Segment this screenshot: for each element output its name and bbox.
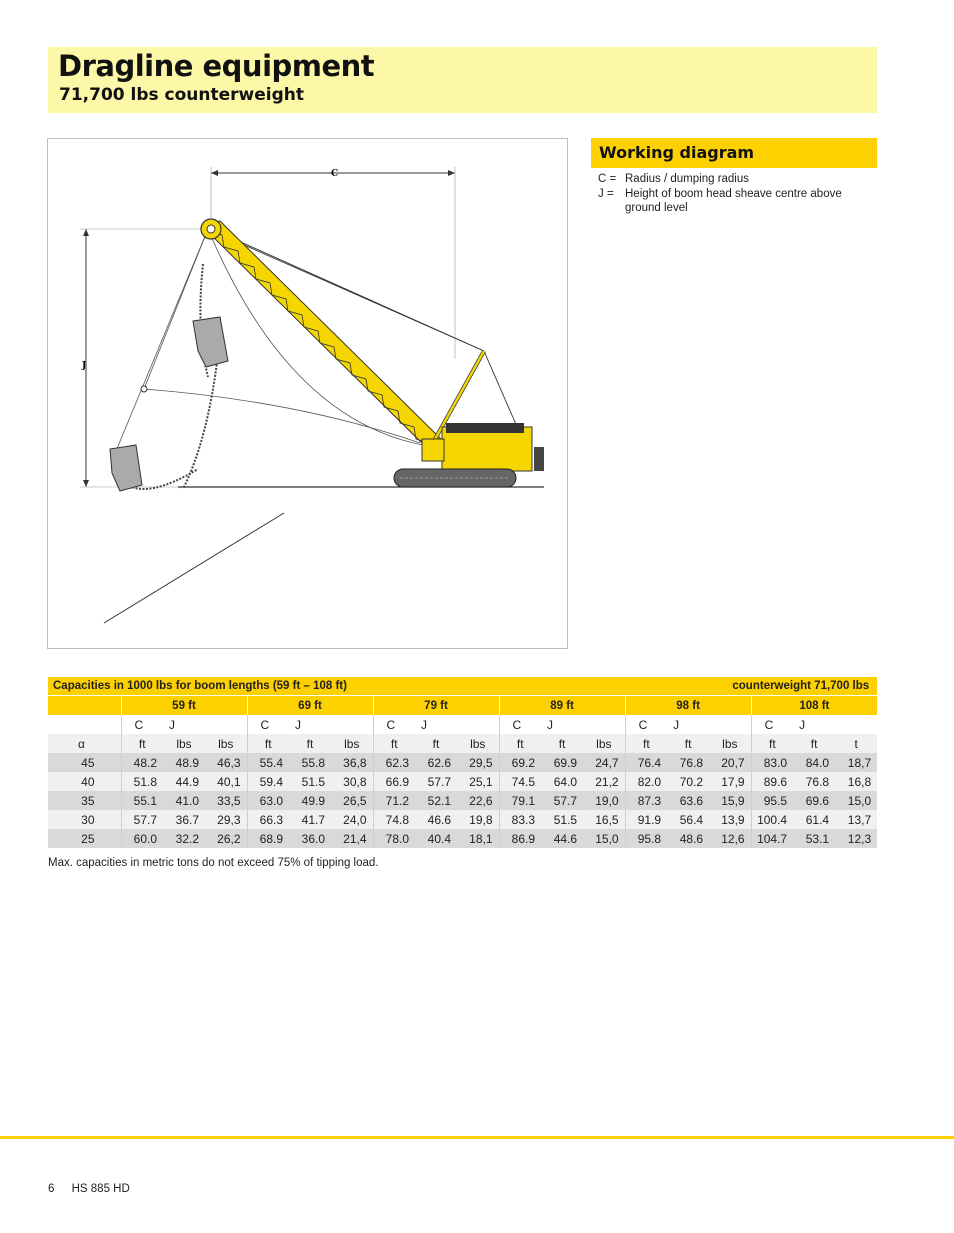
col-c-label: C <box>499 715 541 734</box>
table-cell: 15,9 <box>709 791 751 810</box>
table-cell: 69.6 <box>793 791 835 810</box>
col-load-blank <box>457 715 499 734</box>
table-cell: 21,4 <box>331 829 373 848</box>
dimension-c-label: C <box>331 169 339 179</box>
table-cell: 66.9 <box>373 772 415 791</box>
table-row <box>48 810 877 829</box>
table-cell: 13,9 <box>709 810 751 829</box>
table-body <box>48 753 877 848</box>
table-cell: 63.0 <box>247 791 289 810</box>
col-c-label: C <box>625 715 667 734</box>
table-cell: 104.7 <box>751 829 793 848</box>
legend-item <box>598 187 868 216</box>
table-cell: 57.7 <box>541 791 583 810</box>
dragline-drawing <box>48 139 567 648</box>
table-cell: 44.9 <box>163 772 205 791</box>
table-cell: 46,3 <box>205 753 247 772</box>
unit-label: ft <box>667 734 709 753</box>
table-cell: 26,2 <box>205 829 247 848</box>
model-name: HS 885 HD <box>71 1183 130 1195</box>
table-cell: 46.6 <box>415 810 457 829</box>
title-band <box>48 47 877 113</box>
table-cell: 100.4 <box>751 810 793 829</box>
table-cell: 48.9 <box>163 753 205 772</box>
table-row <box>48 829 877 848</box>
boom-length: 79 ft <box>373 696 499 716</box>
table-cell: 44.6 <box>541 829 583 848</box>
col-j-label: J <box>667 715 709 734</box>
unit-label: ft <box>415 734 457 753</box>
table-cell: 79.1 <box>499 791 541 810</box>
col-load-blank <box>709 715 751 734</box>
table-cell: 55.4 <box>247 753 289 772</box>
table-cell: 22,6 <box>457 791 499 810</box>
unit-label: lbs <box>457 734 499 753</box>
table-row <box>48 791 877 810</box>
unit-label: ft <box>247 734 289 753</box>
boom-corner <box>48 696 121 716</box>
counterweight <box>534 447 544 471</box>
table-cell: 55.8 <box>289 753 331 772</box>
table-cell: 48.6 <box>667 829 709 848</box>
legend-key: J = <box>598 187 614 200</box>
table-cell: 89.6 <box>751 772 793 791</box>
table-cell: 51.5 <box>289 772 331 791</box>
bucket-upper <box>193 317 228 367</box>
page-footer <box>48 1183 144 1195</box>
col-c-label: C <box>247 715 289 734</box>
boom-length: 98 ft <box>625 696 751 716</box>
table-cell: 95.8 <box>625 829 667 848</box>
table-caption-row <box>48 677 877 696</box>
alpha-header: α <box>48 734 121 753</box>
unit-label: lbs <box>709 734 751 753</box>
table-cell: 56.4 <box>667 810 709 829</box>
table-cell: 12,3 <box>835 829 877 848</box>
alpha-value: 35 <box>48 791 121 810</box>
table-cell: 36.0 <box>289 829 331 848</box>
unit-label: lbs <box>205 734 247 753</box>
table-cell: 24,7 <box>583 753 625 772</box>
unit-label: ft <box>793 734 835 753</box>
legend-text: Radius / dumping radius <box>625 173 750 185</box>
unit-header-row <box>48 734 877 753</box>
alpha-value: 30 <box>48 810 121 829</box>
table-cell: 36,8 <box>331 753 373 772</box>
footer-rule <box>0 1136 954 1139</box>
col-c-label: C <box>751 715 793 734</box>
footnote: Max. capacities in metric tons do not exceed 75% of tipping load. <box>48 857 379 869</box>
table-cell: 13,7 <box>835 810 877 829</box>
table-cell: 17,9 <box>709 772 751 791</box>
col-load-blank <box>205 715 247 734</box>
unit-label: ft <box>625 734 667 753</box>
working-diagram-legend <box>598 172 868 216</box>
boom-length: 69 ft <box>247 696 373 716</box>
gantry-rope <box>484 351 518 429</box>
table-cell: 84.0 <box>793 753 835 772</box>
operator-cab <box>422 439 444 461</box>
dimension-c-arrow-left <box>211 170 218 176</box>
col-j-label: J <box>415 715 457 734</box>
working-diagram-band <box>591 138 877 168</box>
bucket-lower <box>110 445 142 491</box>
table-cell: 76.8 <box>793 772 835 791</box>
pendant-rope-2 <box>223 234 484 351</box>
table-cell: 71.2 <box>373 791 415 810</box>
unit-label: ft <box>121 734 163 753</box>
col-c-label: C <box>373 715 415 734</box>
unit-label: ft <box>373 734 415 753</box>
table-caption: Capacities in 1000 lbs for boom lengths (59 ft – 108 ft) <box>48 677 583 696</box>
dimension-j-label: J <box>82 361 87 371</box>
dimension-j-arrow-bottom <box>83 480 89 487</box>
table-cell: 51.8 <box>121 772 163 791</box>
table-cell: 20,7 <box>709 753 751 772</box>
table-cell: 26,5 <box>331 791 373 810</box>
table-cell: 15,0 <box>835 791 877 810</box>
cj-corner <box>48 715 121 734</box>
unit-label: ft <box>751 734 793 753</box>
table-cell: 51.5 <box>541 810 583 829</box>
table-cell: 57.7 <box>121 810 163 829</box>
page-title: Dragline equipment <box>58 49 375 83</box>
unit-label: lbs <box>583 734 625 753</box>
table-cell: 83.0 <box>751 753 793 772</box>
table-cell: 30,8 <box>331 772 373 791</box>
table-cell: 57.7 <box>415 772 457 791</box>
table-cell: 76.8 <box>667 753 709 772</box>
table-counterweight: counterweight 71,700 lbs <box>583 677 877 696</box>
table-cell: 82.0 <box>625 772 667 791</box>
table-cell: 16,8 <box>835 772 877 791</box>
table-cell: 76.4 <box>625 753 667 772</box>
table-cell: 59.4 <box>247 772 289 791</box>
col-load-blank <box>331 715 373 734</box>
table-cell: 18,1 <box>457 829 499 848</box>
col-load-blank <box>835 715 877 734</box>
boom-head-hub <box>207 225 215 233</box>
unit-label: ft <box>541 734 583 753</box>
page-number: 6 <box>48 1183 55 1195</box>
table-cell: 63.6 <box>667 791 709 810</box>
cj-header-row <box>48 715 877 734</box>
table-cell: 21,2 <box>583 772 625 791</box>
boom-length-row <box>48 696 877 716</box>
table-cell: 87.3 <box>625 791 667 810</box>
col-j-label: J <box>289 715 331 734</box>
machine-roof <box>446 423 524 433</box>
table-cell: 69.9 <box>541 753 583 772</box>
col-j-label: J <box>541 715 583 734</box>
dimension-c-arrow-right <box>448 170 455 176</box>
table-cell: 16,5 <box>583 810 625 829</box>
legend-key: C = <box>598 173 617 185</box>
table-cell: 40,1 <box>205 772 247 791</box>
table-cell: 68.9 <box>247 829 289 848</box>
table-cell: 74.5 <box>499 772 541 791</box>
table-cell: 60.0 <box>121 829 163 848</box>
table-cell: 40.4 <box>415 829 457 848</box>
table-cell: 48.2 <box>121 753 163 772</box>
table-cell: 12,6 <box>709 829 751 848</box>
table-cell: 62.3 <box>373 753 415 772</box>
working-diagram-illustration <box>47 138 568 649</box>
unit-label: lbs <box>331 734 373 753</box>
boom-length: 108 ft <box>751 696 877 716</box>
table-cell: 15,0 <box>583 829 625 848</box>
table-cell: 83.3 <box>499 810 541 829</box>
table-cell: 95.5 <box>751 791 793 810</box>
table-cell: 19,8 <box>457 810 499 829</box>
table-cell: 91.9 <box>625 810 667 829</box>
machine-house <box>442 427 532 471</box>
boom-length: 59 ft <box>121 696 247 716</box>
table-cell: 36.7 <box>163 810 205 829</box>
table-cell: 52.1 <box>415 791 457 810</box>
table-cell: 29,3 <box>205 810 247 829</box>
unit-label: lbs <box>163 734 205 753</box>
hoist-rope-down <box>116 229 208 451</box>
table-cell: 78.0 <box>373 829 415 848</box>
capacity-table <box>48 677 877 848</box>
alpha-value: 45 <box>48 753 121 772</box>
table-cell: 66.3 <box>247 810 289 829</box>
page-subtitle: 71,700 lbs counterweight <box>59 85 305 105</box>
col-j-label: J <box>793 715 835 734</box>
legend-text: Height of boom head sheave centre above ground level <box>625 187 842 214</box>
table-cell: 55.1 <box>121 791 163 810</box>
digging-slope-line <box>104 513 284 623</box>
table-cell: 69.2 <box>499 753 541 772</box>
alpha-value: 40 <box>48 772 121 791</box>
col-load-blank <box>583 715 625 734</box>
alpha-value: 25 <box>48 829 121 848</box>
table-cell: 24,0 <box>331 810 373 829</box>
col-j-label: J <box>163 715 205 734</box>
col-c-label: C <box>121 715 163 734</box>
table-cell: 33,5 <box>205 791 247 810</box>
table-cell: 29,5 <box>457 753 499 772</box>
table-cell: 41.7 <box>289 810 331 829</box>
unit-label: t <box>835 734 877 753</box>
dimension-j-arrow-top <box>83 229 89 236</box>
bucket-pulley <box>141 386 147 392</box>
working-diagram-title: Working diagram <box>599 143 755 162</box>
table-cell: 64.0 <box>541 772 583 791</box>
table-cell: 61.4 <box>793 810 835 829</box>
table-cell: 49.9 <box>289 791 331 810</box>
table-cell: 25,1 <box>457 772 499 791</box>
unit-label: ft <box>499 734 541 753</box>
legend-item <box>598 172 868 187</box>
boom-length: 89 ft <box>499 696 625 716</box>
table-cell: 32.2 <box>163 829 205 848</box>
unit-label: ft <box>289 734 331 753</box>
table-cell: 41.0 <box>163 791 205 810</box>
table-cell: 18,7 <box>835 753 877 772</box>
table-cell: 70.2 <box>667 772 709 791</box>
table-cell: 62.6 <box>415 753 457 772</box>
table-cell: 19,0 <box>583 791 625 810</box>
table-row <box>48 772 877 791</box>
table-cell: 74.8 <box>373 810 415 829</box>
table-row <box>48 753 877 772</box>
table-cell: 53.1 <box>793 829 835 848</box>
table-cell: 86.9 <box>499 829 541 848</box>
drag-chain <box>183 354 218 489</box>
